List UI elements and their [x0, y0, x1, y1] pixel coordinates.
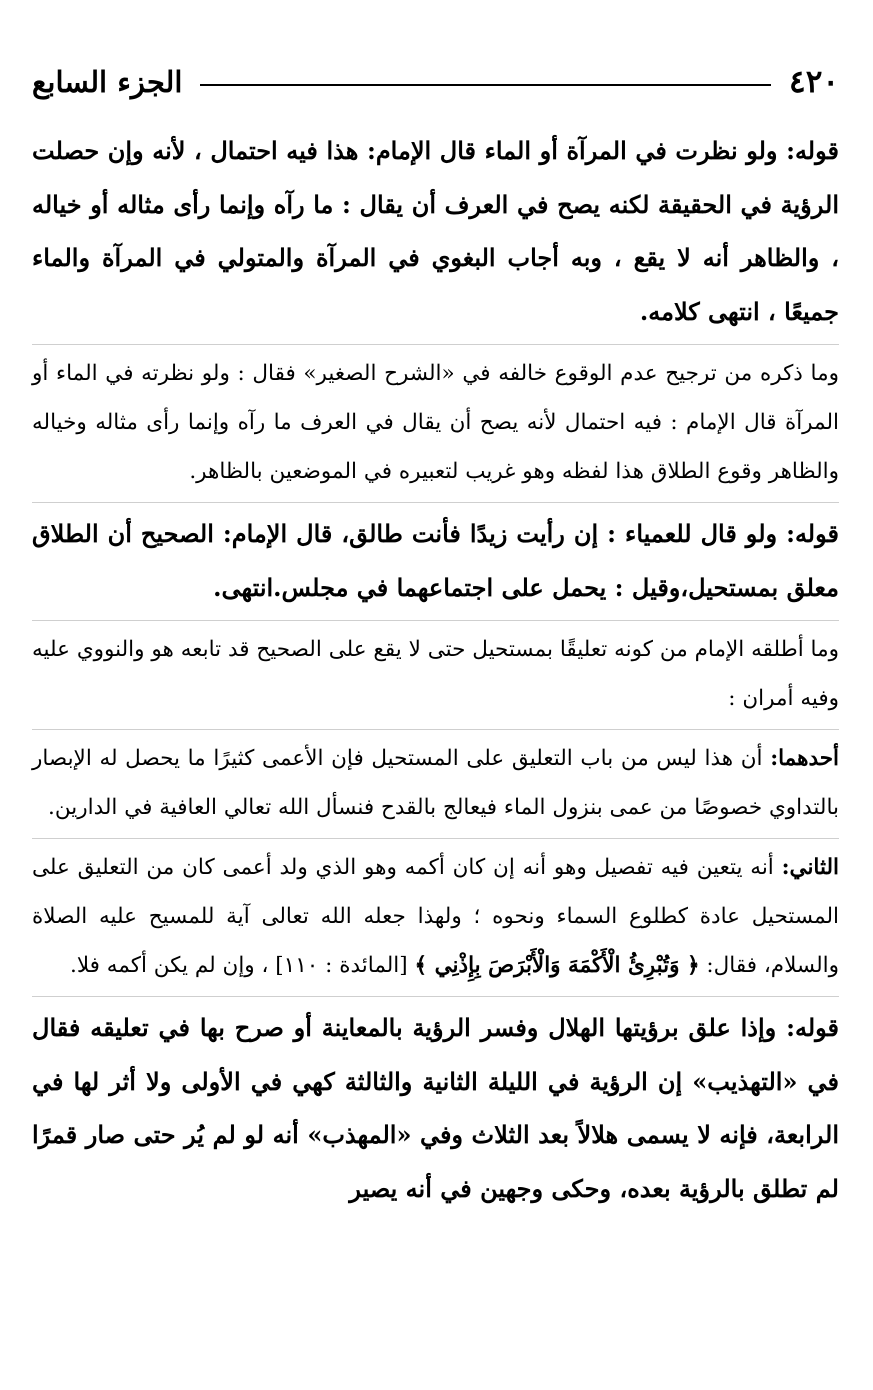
- running-title: الجزء السابع: [32, 65, 183, 99]
- quran-verse: ﴿ وَتُبْرِئُ الْأَكْمَهَ وَالْأَبْرَصَ بِإِذْنِي ﴾: [414, 953, 700, 978]
- paragraph-text: وما أطلقه الإمام من كونه تعليقًا بمستحيل حتى لا يقع على الصحيح قد تابعه هو والنووي عليه وفيه أمران :: [32, 637, 839, 711]
- paragraph-6: [32, 839, 839, 996]
- paragraph-tail: [المائدة : ١١٠] ، وإن لم يكن أكمه فلا.: [70, 953, 415, 978]
- page-body: [32, 120, 839, 1221]
- paragraph-1: [32, 120, 839, 344]
- paragraph-4: [32, 621, 839, 729]
- paragraph-5: [32, 730, 839, 838]
- paragraph-2: [32, 345, 839, 502]
- paragraph-text: أن هذا ليس من باب التعليق على المستحيل فإن الأعمى كثيرًا ما يحصل له الإبصار بالتداوي خصوصًا من عمى بنزول الماء فيعالج بالقدح فنسأل الله تعالي العافية في الدارين.: [32, 746, 839, 820]
- paragraph-7: [32, 997, 839, 1221]
- paragraph-3: [32, 503, 839, 620]
- paragraph-lead: أحدهما:: [770, 746, 839, 771]
- paragraph-text: قوله: ولو نظرت في المرآة أو الماء قال الإمام: هذا فيه احتمال ، لأنه وإن حصلت الرؤية في الحقيقة لكنه يصح في العرف أن يقال : ما رآه وإنما رأى مثاله أو خياله ، والظاهر أنه لا يقع ، وبه أجاب البغوي في المرآة والمتولي في المرآة والماء جميعًا ، انتهى كلامه.: [32, 136, 839, 326]
- paragraph-lead: الثاني:: [781, 855, 839, 880]
- paragraph-text: أنه يتعين فيه تفصيل وهو أنه إن كان أكمه وهو الذي ولد أعمى كان من التعليق على المستحيل عادة كطلوع السماء ونحوه ؛ ولهذا جعله الله تعالى آية للمسيح عليه الصلاة والسلام، فقال:: [32, 855, 839, 978]
- paragraph-text: قوله: ولو قال للعمياء : إن رأيت زيدًا فأنت طالق، قال الإمام: الصحيح أن الطلاق معلق بمستحيل،وقيل : يحمل على اجتماعهما في مجلس.انتهى.: [32, 519, 839, 602]
- header-rule: [200, 84, 771, 86]
- page-header: [32, 60, 839, 104]
- paragraph-text: وما ذكره من ترجيح عدم الوقوع خالفه في «الشرح الصغير» فقال : ولو نظرته في الماء أو المرآة قال الإمام : فيه احتمال لأنه يصح أن يقال في العرف ما رآه وإنما رأى مثاله وخياله والظاهر وقوع الطلاق هذا لفظه وهو غريب لتعبيره في الموضعين بالظاهر.: [32, 361, 839, 484]
- paragraph-text: قوله: وإذا علق برؤيتها الهلال وفسر الرؤية بالمعاينة أو صرح بها في تعليقه فقال في «التهذيب» إن الرؤية في الليلة الثانية والثالثة كهي في الأولى ولا أثر لها في الرابعة، فإنه لا يسمى هلالاً بعد الثلاث وفي «المهذب» أنه لو لم يُر حتى صار قمرًا لم تطلق بالرؤية بعده، وحكى وجهين في أنه يصير: [32, 1013, 840, 1203]
- page-number: ٤٢٠: [789, 64, 839, 100]
